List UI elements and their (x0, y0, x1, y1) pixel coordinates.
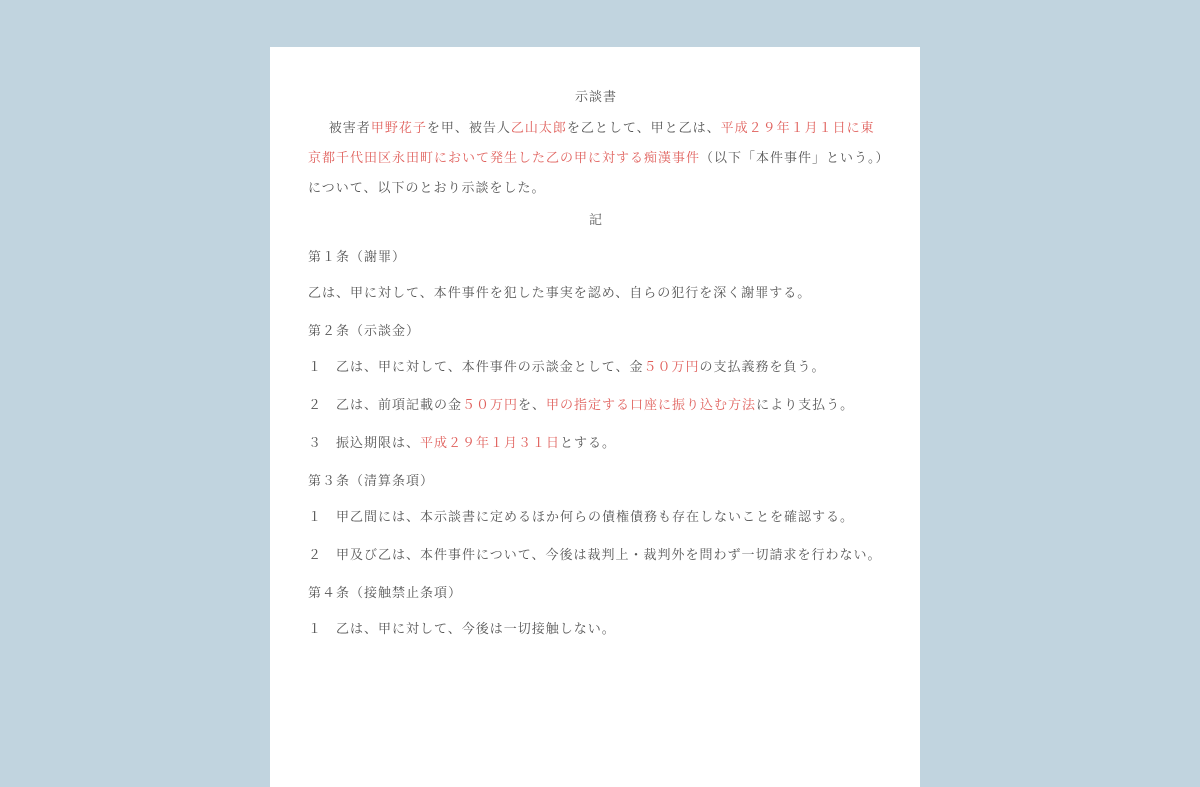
article-text: １ 乙は、甲に対して、本件事件の示談金として、金 (308, 360, 644, 375)
article-text: ２ 乙は、前項記載の金 (308, 398, 463, 413)
article-3-heading: 第３条（清算条項） (308, 474, 435, 489)
article-text: １ 甲乙間には、本示談書に定めるほか何らの債権債務も存在しないことを確認する。 (308, 510, 855, 525)
preamble-text: を乙として、甲と乙は、 (566, 121, 721, 136)
article-4-heading: 第４条（接触禁止条項） (308, 586, 463, 601)
settlement-amount: ５０万円 (643, 360, 700, 375)
preamble-paragraph (308, 114, 884, 204)
article-text: 乙は、甲に対して、本件事件を犯した事実を認め、自らの犯行を深く謝罪する。 (308, 286, 812, 301)
article-text: により支払う。 (756, 398, 855, 413)
article-1-paragraph (308, 279, 884, 309)
preamble-text: を甲、被告人 (426, 121, 511, 136)
article-2-heading: 第２条（示談金） (308, 324, 421, 339)
document-title: 示談書 (574, 90, 617, 105)
article-4-item-1 (308, 615, 884, 645)
defendant-name: 乙山太郎 (510, 121, 567, 136)
document-page (270, 47, 920, 787)
article-2-item-2 (308, 391, 884, 421)
payment-deadline: 平成２９年１月３１日 (420, 436, 561, 451)
article-2-item-1 (308, 353, 884, 383)
payment-method: 甲の指定する口座に振り込む方法 (546, 398, 757, 413)
article-1-heading: 第１条（謝罪） (308, 250, 407, 265)
settlement-amount: ５０万円 (462, 398, 519, 413)
article-text: の支払義務を負う。 (699, 360, 826, 375)
incident-description: 平成２９年１月１日に東京都千代田区永田町において発生した乙の甲に対する痴漢事件 (308, 121, 875, 166)
preamble-text: 被害者 (328, 121, 371, 136)
article-text: １ 乙は、甲に対して、今後は一切接触しない。 (308, 622, 616, 637)
article-3-item-1 (308, 503, 884, 533)
preamble-text: （以下「本件事件」という。）について、以下のとおり示談をした。 (308, 151, 884, 196)
article-text: とする。 (560, 436, 617, 451)
article-3-item-2 (308, 541, 884, 571)
article-text: ２ 甲及び乙は、本件事件について、今後は裁判上・裁判外を問わず一切請求を行わない。 (308, 548, 882, 563)
victim-name: 甲野花子 (370, 121, 427, 136)
article-text: ３ 振込期限は、 (308, 436, 421, 451)
article-text: を、 (518, 398, 547, 413)
article-2-item-3 (308, 429, 884, 459)
ki-heading: 記 (588, 213, 603, 228)
